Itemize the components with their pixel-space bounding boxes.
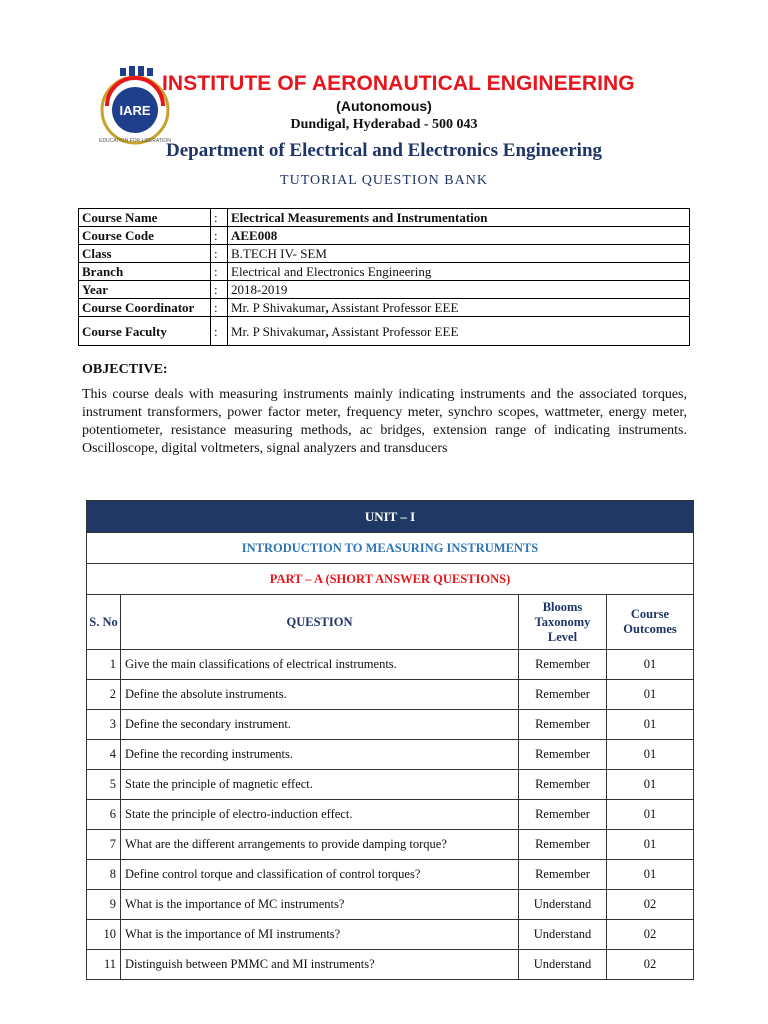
question-table <box>86 500 694 980</box>
question-row <box>87 710 694 740</box>
course-outcome: 02 <box>607 920 694 950</box>
course-outcome: 01 <box>607 650 694 680</box>
document-header <box>0 0 768 200</box>
course-outcome: 01 <box>607 710 694 740</box>
svg-text:IARE: IARE <box>119 103 151 118</box>
info-colon: : <box>211 209 228 227</box>
course-outcome: 01 <box>607 680 694 710</box>
role-comma: , <box>325 323 329 339</box>
blooms-level: Remember <box>519 830 607 860</box>
course-info-table <box>78 208 690 346</box>
question-text: Define the absolute instruments. <box>121 680 519 710</box>
col-blooms: Blooms Taxonomy Level <box>519 595 607 650</box>
question-text: Give the main classifications of electrical instruments. <box>121 650 519 680</box>
blooms-level: Remember <box>519 680 607 710</box>
course-outcome: 01 <box>607 860 694 890</box>
course-info-row <box>79 281 690 299</box>
institute-name: INSTITUTE OF AERONAUTICAL ENGINEERING <box>162 72 635 95</box>
faculty-name: Mr. P Shivakumar <box>231 323 326 339</box>
autonomous-label: (Autonomous) <box>336 98 432 114</box>
question-row <box>87 680 694 710</box>
question-row <box>87 920 694 950</box>
info-label: Course Code <box>79 227 211 245</box>
course-info-row <box>79 209 690 227</box>
question-row <box>87 740 694 770</box>
blooms-level: Remember <box>519 710 607 740</box>
question-number: 10 <box>87 920 121 950</box>
unit-part-heading: PART – A (SHORT ANSWER QUESTIONS) <box>87 564 694 595</box>
info-value: 2018-2019 <box>228 281 690 299</box>
question-number: 1 <box>87 650 121 680</box>
faculty-role: , Assistant Professor EEE <box>325 323 459 339</box>
info-label: Course Name <box>79 209 211 227</box>
info-label: Class <box>79 245 211 263</box>
question-number: 4 <box>87 740 121 770</box>
question-row <box>87 950 694 980</box>
course-info-row <box>79 245 690 263</box>
question-text: Distinguish between PMMC and MI instruments? <box>121 950 519 980</box>
institute-address: Dundigal, Hyderabad - 500 043 <box>290 117 478 132</box>
question-number: 8 <box>87 860 121 890</box>
question-number: 2 <box>87 680 121 710</box>
blooms-level: Understand <box>519 920 607 950</box>
unit-subtitle: INTRODUCTION TO MEASURING INSTRUMENTS <box>87 533 694 564</box>
question-number: 3 <box>87 710 121 740</box>
info-value: AEE008 <box>228 227 690 245</box>
objective-heading: OBJECTIVE: <box>82 362 168 377</box>
course-outcome: 01 <box>607 830 694 860</box>
blooms-level: Understand <box>519 950 607 980</box>
info-label: Branch <box>79 263 211 281</box>
question-row <box>87 890 694 920</box>
question-text: Define the recording instruments. <box>121 740 519 770</box>
course-outcome: 01 <box>607 740 694 770</box>
role-comma: , <box>325 300 329 315</box>
info-colon: : <box>211 281 228 299</box>
question-text: Define control torque and classification of control torques? <box>121 860 519 890</box>
blooms-level: Remember <box>519 740 607 770</box>
question-row <box>87 770 694 800</box>
course-info-row <box>79 317 690 346</box>
course-outcome: 01 <box>607 770 694 800</box>
question-text: State the principle of magnetic effect. <box>121 770 519 800</box>
question-text: What are the different arrangements to provide damping torque? <box>121 830 519 860</box>
question-rows <box>87 650 694 980</box>
question-row <box>87 830 694 860</box>
question-text: What is the importance of MI instruments? <box>121 920 519 950</box>
course-outcome: 01 <box>607 800 694 830</box>
info-colon: : <box>211 299 228 317</box>
info-colon: : <box>211 317 228 346</box>
info-colon: : <box>211 227 228 245</box>
col-outcomes: Course Outcomes <box>607 595 694 650</box>
blooms-level: Remember <box>519 770 607 800</box>
question-text: Define the secondary instrument. <box>121 710 519 740</box>
info-value <box>228 317 690 346</box>
col-sno: S. No <box>87 595 121 650</box>
course-outcome: 02 <box>607 950 694 980</box>
question-text: What is the importance of MC instruments? <box>121 890 519 920</box>
info-value <box>228 299 690 317</box>
course-info-row <box>79 299 690 317</box>
document-title: TUTORIAL QUESTION BANK <box>280 173 488 188</box>
question-row <box>87 860 694 890</box>
question-number: 5 <box>87 770 121 800</box>
coordinator-role: , Assistant Professor EEE <box>325 300 459 315</box>
info-value: B.TECH IV- SEM <box>228 245 690 263</box>
unit-title: UNIT – I <box>87 501 694 533</box>
column-header-row <box>87 595 694 650</box>
coordinator-name: Mr. P Shivakumar <box>231 300 326 315</box>
blooms-level: Remember <box>519 800 607 830</box>
info-colon: : <box>211 245 228 263</box>
question-number: 9 <box>87 890 121 920</box>
info-label: Year <box>79 281 211 299</box>
info-value: Electrical and Electronics Engineering <box>228 263 690 281</box>
question-row <box>87 800 694 830</box>
course-outcome: 02 <box>607 890 694 920</box>
info-value: Electrical Measurements and Instrumentation <box>228 209 690 227</box>
svg-text:EDUCATION FOR LIBERATION: EDUCATION FOR LIBERATION <box>99 138 171 144</box>
question-number: 7 <box>87 830 121 860</box>
question-number: 6 <box>87 800 121 830</box>
blooms-level: Understand <box>519 890 607 920</box>
course-info-row <box>79 263 690 281</box>
blooms-level: Remember <box>519 860 607 890</box>
col-question: QUESTION <box>121 595 519 650</box>
department-name: Department of Electrical and Electronics Engineering <box>165 140 603 161</box>
question-text: State the principle of electro-induction effect. <box>121 800 519 830</box>
info-colon: : <box>211 263 228 281</box>
objective-text: This course deals with measuring instruments mainly indicating instruments and the associated torques, instrument transformers, power factor meter, frequency meter, synchro scopes, wattmeter, energy meter, potentiometer, resistance measuring methods, ac bridges, extension range of indicating instruments. Oscilloscope, digital voltmeters, signal analyzers and transducers <box>82 387 687 456</box>
info-label: Course Coordinator <box>79 299 211 317</box>
question-number: 11 <box>87 950 121 980</box>
info-label: Course Faculty <box>79 317 211 346</box>
question-row <box>87 650 694 680</box>
course-info-row <box>79 227 690 245</box>
blooms-level: Remember <box>519 650 607 680</box>
